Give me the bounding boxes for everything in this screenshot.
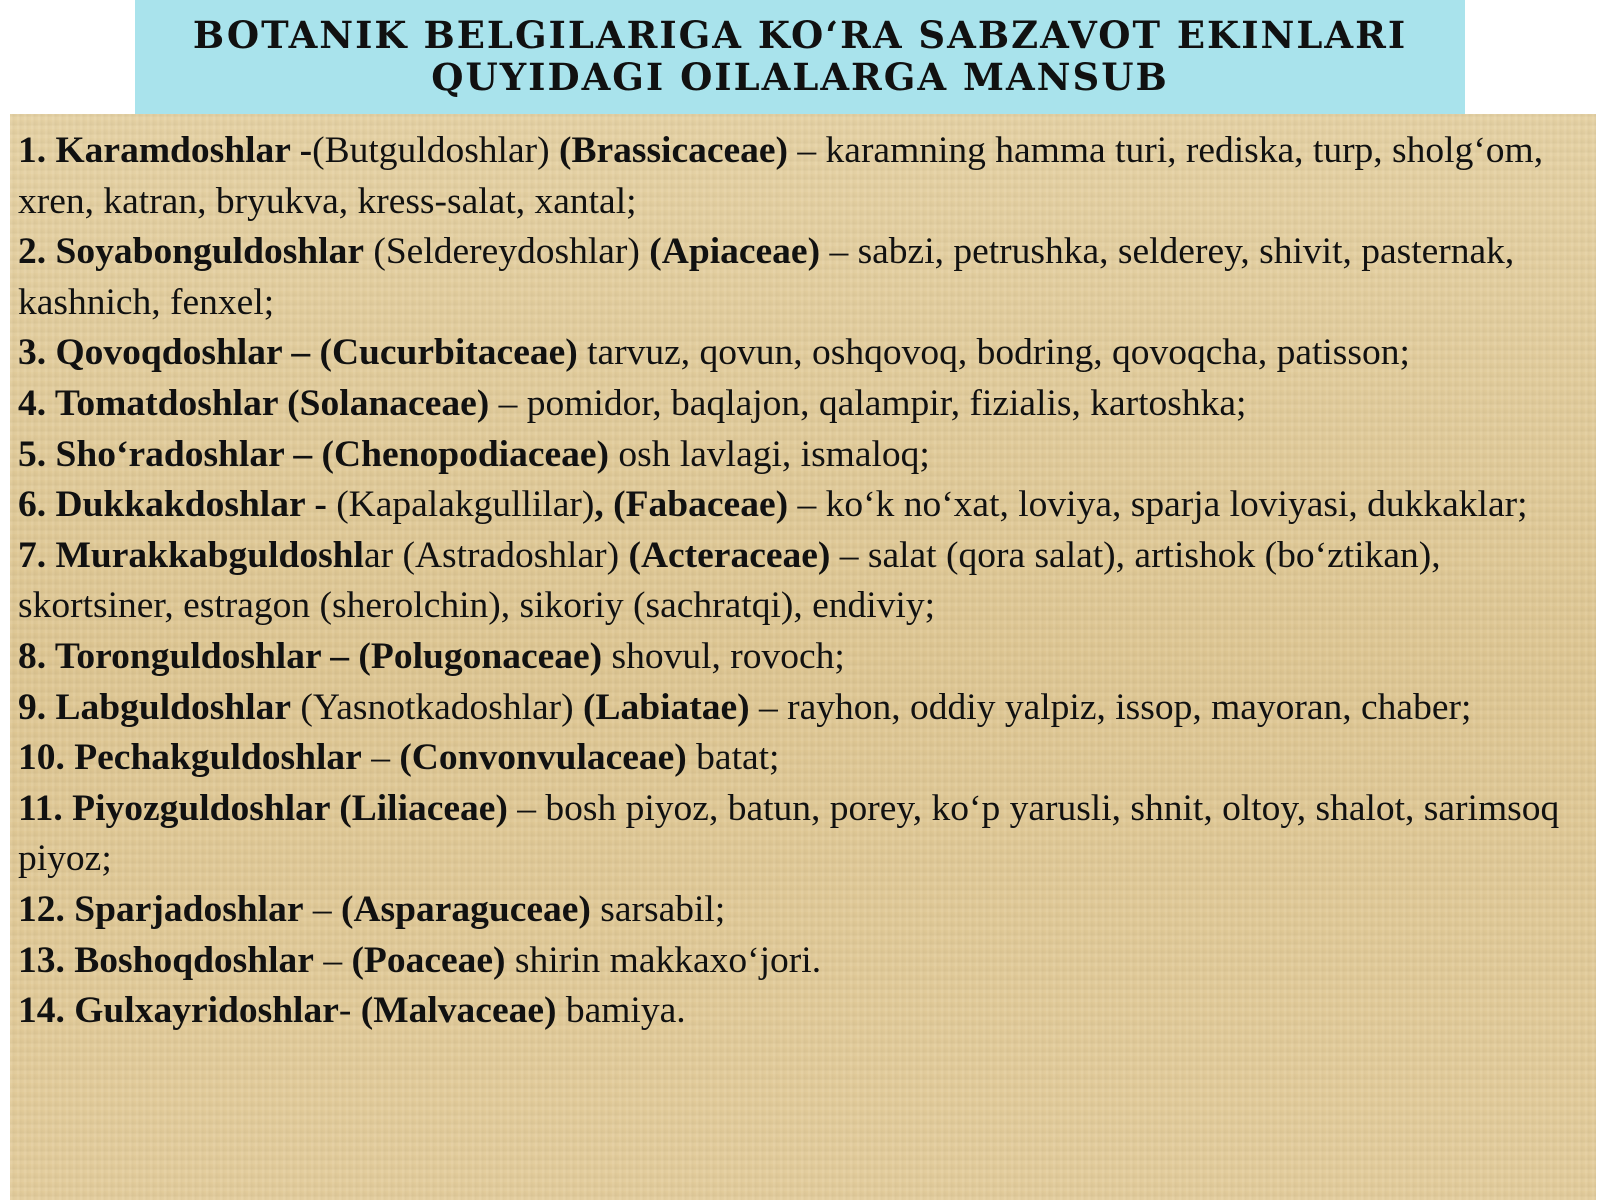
family-name: 3. Qovoqdoshlar – (Cucurbitaceae) — [18, 332, 578, 374]
family-list-panel — [10, 114, 1596, 1200]
latin-name: (Poaceae) — [351, 939, 506, 981]
family-name: 9. Labguldoshlar — [18, 686, 292, 728]
list-item — [18, 531, 1582, 632]
latin-name: (Malvaceae) — [360, 990, 557, 1032]
crop-list: – bosh piyoz, batun, porey, ko‘p yarusli, shnit, oltoy, shalot, sarimsoq piyoz; — [18, 787, 1560, 880]
family-name: 6. Dukkakdoshlar - — [18, 484, 327, 526]
crop-list: – salat (qora salat), artishok (bo‘ztikan), skortsiner, estragon (sherolchin), sikoriy (sachratqi), endiviy; — [18, 534, 1441, 627]
family-name: 11. Piyozguldoshlar (Liliaceae) — [18, 787, 508, 829]
latin-name: (Convonvulaceae) — [399, 737, 687, 779]
family-alt-name: – — [361, 737, 400, 779]
family-name: 10. Pechakguldoshlar — [18, 737, 362, 779]
family-name: 5. Sho‘radoshlar – (Chenopodiaceae) — [18, 433, 610, 475]
crop-list: shirin makkaxo‘jori. — [505, 939, 822, 981]
crop-list: osh lavlagi, ismaloq; — [609, 433, 930, 475]
family-alt-name: (Kapalakgullilar) — [326, 484, 595, 526]
family-name: 14. Gulxayridoshlar — [18, 990, 339, 1032]
crop-list: batat; — [686, 737, 780, 779]
title-line-2: QUYIDAGI OILALARGA MANSUB — [431, 55, 1169, 99]
list-item — [18, 784, 1582, 885]
latin-name: (Labiatae) — [583, 686, 750, 728]
list-item — [18, 632, 1582, 683]
list-item — [18, 328, 1582, 379]
latin-name: (Apiaceae) — [649, 231, 821, 273]
family-alt-name: – — [303, 888, 341, 930]
crop-list: sarsabil; — [590, 888, 726, 930]
latin-name: , (Fabaceae) — [594, 484, 789, 526]
family-name: 2. Soyabonguldoshlar — [18, 231, 364, 273]
family-alt-name: – — [313, 939, 352, 981]
family-name: 8. Toronguldoshlar – (Polugonaceae) — [18, 635, 603, 677]
family-alt-name: (Butguldoshlar) — [312, 130, 559, 171]
family-alt-name: (Seldereydoshlar) — [363, 231, 650, 273]
crop-list: – pomidor, baqlajon, qalampir, fizialis, kartoshka; — [489, 382, 1247, 424]
latin-name: (Acteraceae) — [628, 534, 831, 576]
list-item — [18, 227, 1582, 328]
crop-list: tarvuz, qovun, oshqovoq, bodring, qovoqcha, patisson; — [577, 332, 1410, 374]
crop-list: shovul, rovoch; — [602, 635, 845, 677]
family-name: 13. Boshoqdoshlar — [18, 939, 314, 981]
list-item — [18, 379, 1582, 430]
crop-list: bamiya. — [556, 990, 686, 1032]
crop-list: – sabzi, petrushka, selderey, shivit, pasternak, kashnich, fenxel; — [18, 231, 1515, 323]
latin-name: (Brassicaceae) — [558, 130, 789, 171]
slide-title — [135, 0, 1465, 114]
list-item — [18, 986, 1582, 1037]
list-item — [18, 430, 1582, 481]
list-item — [18, 480, 1582, 531]
title-line-1: BOTANIK BELGILARIGA KO‘RA SABZAVOT EKINLARI — [192, 13, 1408, 57]
crop-list: – rayhon, oddiy yalpiz, issop, mayoran, chaber; — [749, 686, 1472, 728]
family-name: 1. Karamdoshlar - — [18, 130, 313, 171]
list-item — [18, 885, 1582, 936]
crop-list: – ko‘k no‘xat, loviya, sparja loviyasi, dukkaklar; — [788, 484, 1528, 526]
list-item — [18, 126, 1582, 227]
latin-name: (Asparaguceae) — [340, 888, 591, 930]
list-item — [18, 683, 1582, 734]
family-alt-name: (Yasnotkadoshlar) — [291, 686, 584, 728]
crop-list: – karamning hamma turi, rediska, turp, sholg‘om, xren, katran, bryukva, kress-salat, xantal; — [18, 130, 1544, 222]
family-name: 4. Tomatdoshlar (Solanaceae) — [18, 382, 490, 424]
family-name: 12. Sparjadoshlar — [18, 888, 304, 930]
family-alt-name: - — [338, 990, 361, 1032]
list-item — [18, 733, 1582, 784]
family-name: 7. Murakkabguldoshl — [18, 534, 364, 576]
list-item — [18, 936, 1582, 987]
family-alt-name: ar (Astradoshlar) — [363, 534, 629, 576]
